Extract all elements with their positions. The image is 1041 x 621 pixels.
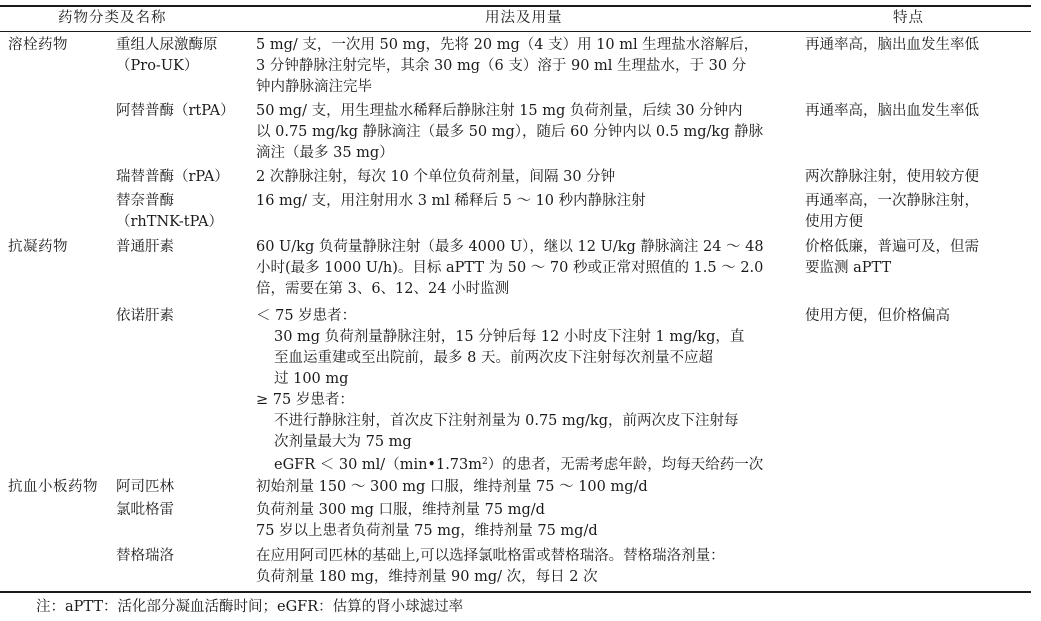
feature-line: 再通率高，脑出血发生率低 bbox=[805, 103, 979, 119]
usage-line: 16 mg/ 支，用注射用水 3 ml 稀释后 5 ～ 10 秒内静脉注射 bbox=[256, 193, 646, 209]
usage-line: 滴注（最多 35 mg） bbox=[256, 145, 394, 161]
usage-line: 75 岁以上患者负荷剂量 75 mg，维持剂量 75 mg/d bbox=[256, 523, 598, 539]
header-rule bbox=[0, 31, 1031, 32]
category-thrombolytic: 溶栓药物 bbox=[8, 37, 68, 53]
feature-line: 再通率高，一次静脉注射， bbox=[805, 193, 979, 209]
usage-line: 在应用阿司匹林的基础上,可以选择氯吡格雷或替格瑞洛。替格瑞洛剂量： bbox=[256, 548, 725, 564]
usage-line: 过 100 mg bbox=[274, 371, 349, 387]
usage-line: 负荷剂量 180 mg，维持剂量 90 mg/ 次，每日 2 次 bbox=[256, 569, 598, 585]
drug-name-line: 氯吡格雷 bbox=[116, 502, 174, 518]
header-name-column: 药物分类及名称 bbox=[58, 10, 167, 26]
bottom-rule bbox=[0, 591, 1031, 593]
category-antiplatelet: 抗血小板药物 bbox=[8, 479, 98, 495]
usage-line: 3 分钟静脉注射完毕，其余 30 mg（6 支）溶于 90 ml 生理盐水，于 30 分 bbox=[256, 58, 747, 74]
usage-line: 60 U/kg 负荷量静脉注射（最多 4000 U），继以 12 U/kg 静脉滴注 24 ～ 48 bbox=[256, 239, 764, 255]
drug-name-line: 阿司匹林 bbox=[116, 479, 174, 495]
usage-line: 至血运重建或至出院前，最多 8 天。前两次皮下注射每次剂量不应超 bbox=[274, 350, 713, 366]
feature-line: 使用方便，但价格偏高 bbox=[805, 308, 950, 324]
egfr-text-start: eGFR ＜ 30 ml/（min•1.73m bbox=[274, 457, 483, 473]
usage-line: 以 0.75 mg/kg 静脉滴注（最多 50 mg），随后 60 分钟内以 0.5 mg/kg 静脉 bbox=[256, 124, 764, 140]
table-footnote: 注：aPTT：活化部分凝血活酶时间；eGFR：估算的肾小球滤过率 bbox=[36, 599, 464, 615]
usage-line: ＜ 75 岁患者： bbox=[256, 308, 357, 324]
usage-line: 倍，需要在第 3、6、12、24 小时监测 bbox=[256, 281, 510, 297]
usage-line: 小时(最多 1000 U/h)。目标 aPTT 为 50 ～ 70 秒或正常对照值的 1.5 ～ 2.0 bbox=[256, 260, 764, 276]
category-anticoagulant: 抗凝药物 bbox=[8, 239, 68, 255]
usage-line bbox=[274, 455, 763, 476]
feature-line: 要监测 aPTT bbox=[805, 260, 892, 276]
drug-name-line: 重组人尿激酶原 bbox=[116, 37, 218, 53]
feature-line: 再通率高，脑出血发生率低 bbox=[805, 37, 979, 53]
egfr-text-end: ）的患者，无需考虑年龄，均每天给药一次 bbox=[487, 457, 764, 473]
feature-line: 价格低廉，普遍可及，但需 bbox=[805, 239, 979, 255]
top-rule bbox=[0, 5, 1031, 7]
usage-line: ≥ 75 岁患者： bbox=[256, 392, 354, 408]
drug-name-line: 瑞替普酶（rPA） bbox=[116, 169, 229, 185]
feature-line: 两次静脉注射，使用较方便 bbox=[805, 169, 979, 185]
drug-name-line: 依诺肝素 bbox=[116, 308, 174, 324]
usage-line: 钟内静脉滴注完毕 bbox=[256, 79, 372, 95]
header-usage-column: 用法及用量 bbox=[485, 10, 563, 26]
feature-line: 使用方便 bbox=[805, 214, 863, 230]
usage-line: 2 次静脉注射，每次 10 个单位负荷剂量，间隔 30 分钟 bbox=[256, 169, 616, 185]
drug-name-line: （Pro-UK） bbox=[116, 58, 199, 74]
usage-line: 次剂量最大为 75 mg bbox=[274, 434, 412, 450]
drug-name-line: 替格瑞洛 bbox=[116, 548, 174, 564]
drug-name-line: 阿替普酶（rtPA） bbox=[116, 103, 235, 119]
usage-line: 负荷剂量 300 mg 口服，维持剂量 75 mg/d bbox=[256, 502, 545, 518]
drug-name-line: 普通肝素 bbox=[116, 239, 174, 255]
usage-line: 50 mg/ 支，用生理盐水稀释后静脉注射 15 mg 负荷剂量，后续 30 分钟内 bbox=[256, 103, 743, 119]
usage-line: 初始剂量 150 ～ 300 mg 口服，维持剂量 75 ～ 100 mg/d bbox=[256, 479, 648, 495]
header-feature-column: 特点 bbox=[893, 10, 924, 26]
superscript: 2 bbox=[482, 457, 488, 467]
drug-name-line: 替奈普酶 bbox=[116, 193, 174, 209]
usage-line: 不进行静脉注射，首次皮下注射剂量为 0.75 mg/kg，前两次皮下注射每 bbox=[274, 413, 739, 429]
drug-name-line: （rhTNK-tPA） bbox=[116, 214, 224, 230]
usage-line: 5 mg/ 支，一次用 50 mg，先将 20 mg（4 支）用 10 ml 生理盐水溶解后， bbox=[256, 37, 759, 53]
usage-line: 30 mg 负荷剂量静脉注射，15 分钟后每 12 小时皮下注射 1 mg/kg，直 bbox=[274, 329, 745, 345]
